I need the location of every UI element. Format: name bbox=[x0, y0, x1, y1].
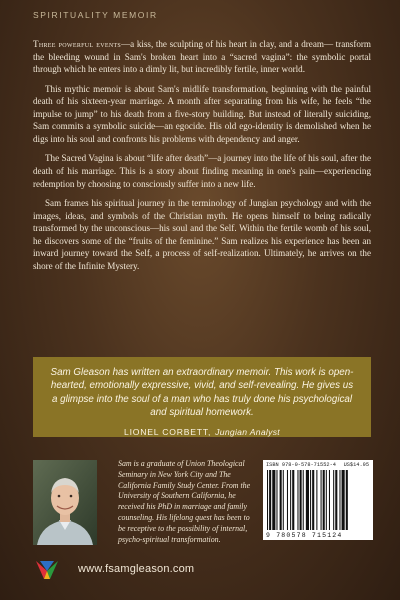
lead-in: Three powerful events bbox=[33, 39, 122, 49]
category-label: SPIRITUALITY MEMOIR bbox=[33, 10, 158, 20]
endorsement-box bbox=[33, 357, 371, 437]
description-paragraph: Three powerful events—a kiss, the sculpting of his heart in clay, and a dream— transform the bleeding wound in Sam's broken heart into a “sacred vagina”: the symbolic portal through which he enters into a dimly lit, but incredibly fertile, inner world. bbox=[33, 39, 371, 75]
barcode bbox=[263, 460, 373, 540]
book-description bbox=[33, 38, 371, 279]
barcode-number: 9 780578 715124 bbox=[266, 532, 343, 539]
publisher-logo bbox=[34, 557, 60, 583]
description-paragraph: Sam frames his spiritual journey in the terminology of Jungian psychology and with the images, ideas, and symbols of the Christian myth. He opens himself to being radically transformed by the unconscious—his soul and the Self. Within the fertile womb of his soul, he discovers some of the “fruits of the feminine.” Sam realizes his experience has been an inward journey toward the Self, a process of self-realization. Ultimately, he arrives on the shore of the Infinite Mystery. bbox=[33, 197, 371, 271]
description-paragraph: This mythic memoir is about Sam's midlife transformation, beginning with the painful death of his sixteen-year marriage. A month after separating from his wife, he feels “the impulse to jump” to his death from a five-story building. But instead of literally suiciding, Sam commits a symbolic suicide—an egocide. His old ego-identity is demolished when he digs into his soul and confronts his problems with dependency and anger. bbox=[33, 83, 371, 144]
endorsement-attribution bbox=[33, 427, 371, 437]
author-website: www.fsamgleason.com bbox=[78, 563, 195, 575]
barcode-bars bbox=[267, 470, 369, 530]
price-label: US$14.95 bbox=[343, 462, 369, 468]
endorser-name: LIONEL CORBETT, bbox=[124, 426, 212, 437]
endorser-role: Jungian Analyst bbox=[215, 426, 280, 437]
author-photo bbox=[33, 460, 97, 545]
isbn-label: ISBN 978-0-578-71552-4 bbox=[266, 462, 336, 468]
author-bio: Sam is a graduate of Union Theological Seminary in New York City and The California Family Study Center. From the University of Southern California, he received his PhD in marriage and family counseling. His lifelong quest has been to be receptive to the possibility of internal, psycho-spiritual transformation. bbox=[118, 459, 251, 544]
endorsement-quote: Sam Gleason has written an extraordinary memoir. This work is open-hearted, emotionally expressive, vivid, and self-revealing. He gives us a glimpse into the soul of a man who has truly done his psychological and spiritual homework. bbox=[50, 367, 354, 419]
description-paragraph: The Sacred Vagina is about “life after death”—a journey into the life of his soul, after the death of his marriage. This is a story about finding meaning in one's pain—experiencing redemption by choosing to consciously suffer into a new life. bbox=[33, 153, 371, 189]
